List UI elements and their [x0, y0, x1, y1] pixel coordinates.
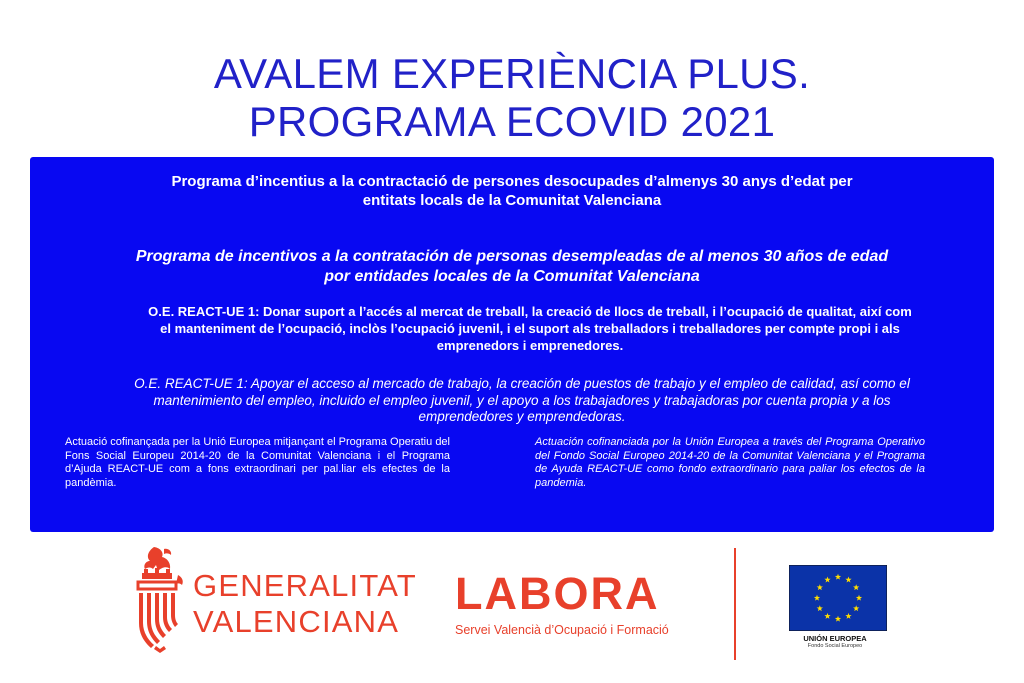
cofinancing-note-ca: Actuació cofinançada per la Unió Europea mitjançant el Programa Operatiu del Fons Social Europeu 2014-20 de la Comunitat Valenciana i el Programa d’Ajuda REACT-UE com a fons extraordinari per pal.liar els efectes de la pandèmia. — [65, 436, 450, 489]
labora-logo: LABORA — [455, 568, 660, 619]
program-title-ca-line-1: Programa d’incentius a la contractació de persones desocupades d’almenys 30 anys d’edat per — [171, 173, 853, 190]
title-line-2: PROGRAMA ECOVID 2021 — [248, 98, 776, 145]
cofinancing-note-es: Actuación cofinanciada por la Unión Europea a través del Programa Operativo del Fondo Social Europeo 2014-20 de la Comunitat Valenciana y el Programa de Ayuda REACT-UE como fondo extraordinario para paliar los efectos de la pandemia. — [535, 436, 925, 489]
generalitat-line-2: VALENCIANA — [193, 604, 400, 639]
objective-es-line-2: mantenimiento del empleo, incluido el empleo juvenil, y el apoyo a los trabajadores y trabajadoras por cuenta propia y a los — [153, 392, 891, 408]
generalitat-line-1: GENERALITAT — [193, 568, 417, 603]
program-title-es-line-2: por entidades locales de la Comunitat Valenciana — [324, 268, 700, 285]
program-title-es — [46, 247, 978, 287]
objective-ca-line-1: O.E. REACT-UE 1: Donar suport a l’accés al mercat de treball, la creació de llocs de treball, i l’ocupació de qualitat, així com — [148, 304, 912, 319]
title-line-1: AVALEM EXPERIÈNCIA PLUS. — [213, 50, 811, 97]
page-title — [0, 50, 1024, 146]
objective-ca-line-3: emprenedors i emprenedores. — [436, 338, 624, 353]
program-title-ca-line-2: entitats locals de la Comunitat Valenciana — [362, 192, 662, 209]
labora-subtitle: Servei Valencià d’Ocupació i Formació — [455, 623, 669, 637]
info-panel — [30, 157, 994, 532]
objective-es — [70, 376, 974, 426]
eu-flag-icon — [789, 565, 887, 636]
eu-name-label: UNIÓN EUROPEA — [803, 634, 867, 643]
objective-ca-line-2: el manteniment de l’ocupació, inclòs l’ocupació juvenil, i el suport als treballadors i treballadores per compte propi i als — [160, 321, 900, 336]
objective-es-line-1: O.E. REACT-UE 1: Apoyar el acceso al mercado de trabajo, la creación de puestos de trabajo y el empleo de calidad, así como el — [134, 376, 910, 391]
objective-es-line-3: emprendedores y emprendedoras. — [418, 409, 626, 424]
generalitat-wordmark — [193, 568, 417, 640]
generalitat-emblem-icon — [134, 545, 186, 662]
objective-ca — [90, 303, 970, 354]
program-title-es-line-1: Programa de incentivos a la contratación de personas desempleadas de al menos 30 años de edad — [135, 248, 889, 265]
program-title-ca — [50, 172, 974, 210]
eu-fund-label: Fondo Social Europeo — [807, 643, 863, 649]
logo-divider — [734, 548, 736, 660]
